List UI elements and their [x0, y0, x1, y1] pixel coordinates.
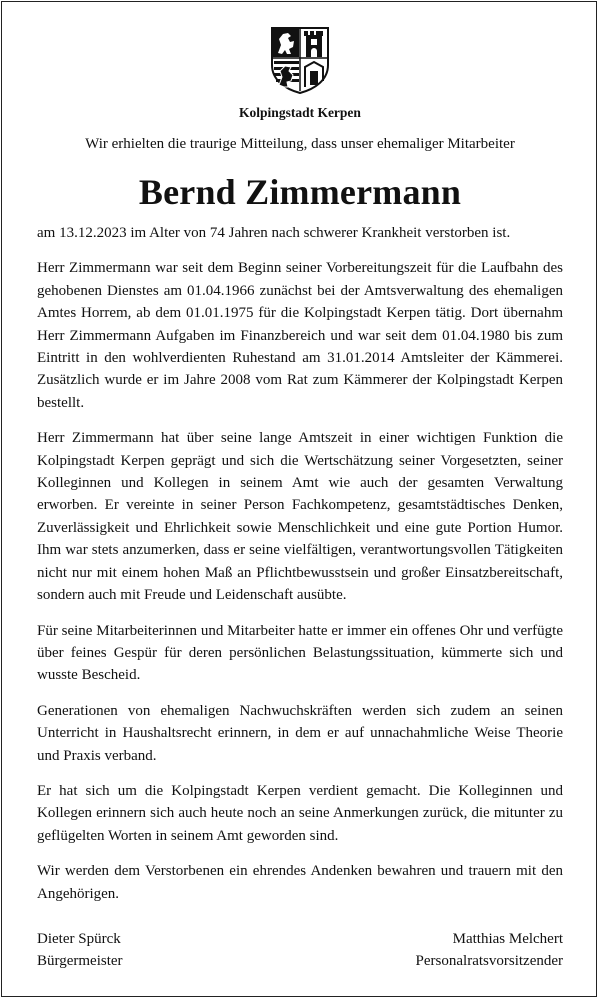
paragraph: Er hat sich um die Kolpingstadt Kerpen verdient gemacht. Die Kolleginnen und Kollegen erinnern sich auch heute noch an seine Anmerkungen zurück, die mitunter zu geflügelten Worten in seinem Amt geworden sind.	[37, 782, 563, 844]
paragraph: Generationen von ehemaligen Nachwuchskräften werden sich zudem an seinen Unterricht in Haushaltsrecht erinnern, in dem er auf unnachahmliche Weise Theorie und Praxis verband.	[37, 702, 563, 764]
signature-right	[416, 928, 563, 972]
paragraph: am 13.12.2023 im Alter von 74 Jahren nach schwerer Krankheit verstorben ist.	[37, 225, 511, 241]
obituary-body	[37, 222, 563, 918]
paragraph: Herr Zimmermann war seit dem Beginn seiner Vorbereitungszeit für die Laufbahn des gehobenen Dienstes am 01.04.1966 zunächst bei der Amtsverwaltung des ehemaligen Amtes Horrem, ab dem 01.01.1975 für die Kolpingstadt Kerpen tätig. Dort übernahm Herr Zimmermann Aufgaben im Finanzbereich und war seit dem 01.04.1980 bis zum Eintritt in den wohlverdienten Ruhestand am 31.01.2014 Amtsleiter der Kämmerei. Zusätzlich wurde er im Jahre 2008 vom Rat zum Kämmerer der Kolpingstadt Kerpen bestellt.	[37, 260, 563, 411]
coat-of-arms-icon	[269, 25, 331, 95]
paragraph: Wir werden dem Verstorbenen ein ehrendes Andenken bewahren und trauern mit den Angehörigen.	[37, 863, 563, 902]
signatory-title: Bürgermeister	[37, 953, 123, 969]
paragraph: Herr Zimmermann hat über seine lange Amtszeit in einer wichtigen Funktion die Kolpingstadt Kerpen geprägt und sich die Wertschätzung seiner Vorgesetzten, seiner Kolleginnen und Kollegen in seinem Amt wie auch der gesamten Verwaltung erworben. Er vereinte in seiner Person Fachkompetenz, gesamtstädtisches Denken, Zuverlässigkeit und Ehrlichkeit sowie Menschlichkeit und eine gute Portion Humor. Ihm war stets anzumerken, dass er seine vielfältigen, verantwortungsvollen Tätigkeiten nicht nur mit einem hohen Maß an Pflichtbewusstsein und großer Einsatzbereitschaft, sondern auch mit Freude und Leidenschaft ausübte.	[37, 430, 563, 604]
signatory-name: Matthias Melchert	[452, 931, 563, 947]
paragraph: Für seine Mitarbeiterinnen und Mitarbeiter hatte er immer ein offenes Ohr und verfügte über feines Gespür für deren persönlichen Belastungssituation, kümmerte sich und wusste Bescheid.	[37, 622, 563, 684]
intro-line: Wir erhielten die traurige Mitteilung, dass unser ehemaliger Mitarbeiter	[85, 136, 515, 152]
signatory-title: Personalratsvorsitzender	[415, 953, 563, 969]
signature-left	[37, 928, 123, 972]
signatory-name: Dieter Spürck	[37, 931, 121, 947]
deceased-name: Bernd Zimmermann	[138, 172, 462, 212]
town-name: Kolpingstadt Kerpen	[239, 105, 361, 120]
